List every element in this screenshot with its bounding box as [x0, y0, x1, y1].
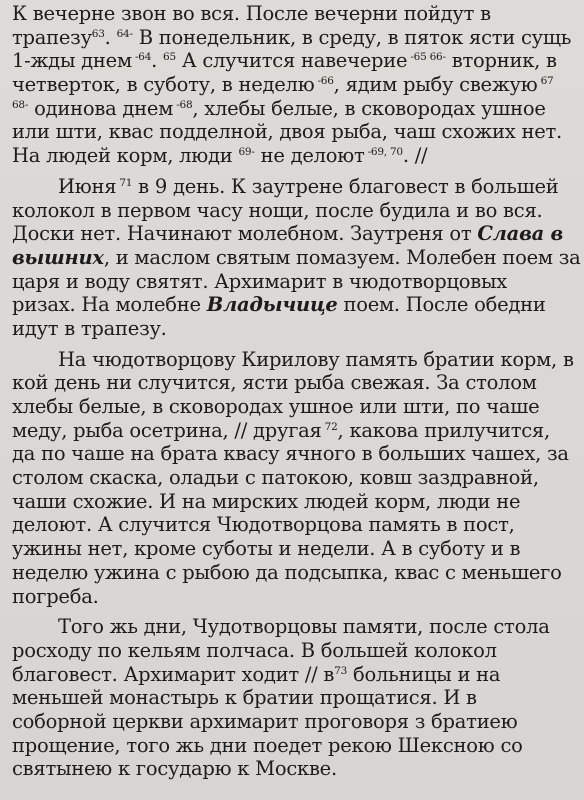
text-run: хлебы белые, в сковородах ушное или шти, по чаше [12, 395, 540, 418]
text-run: столом скаска, оладьи с патокою, ковш заздравной, [12, 466, 539, 490]
text-run: соборной церкви архимарит проговоря з братиею [12, 709, 518, 733]
text-run: меньшей монастырь к братии прощатися. И в [12, 686, 477, 710]
text-line [12, 175, 580, 199]
text-run: вторник, в [445, 49, 557, 73]
text-line [12, 73, 580, 97]
emphasis-text: Слава в [477, 222, 564, 246]
text-run: ризах. На молебне [12, 293, 207, 317]
footnote-marker: -64 [131, 51, 152, 64]
text-line [12, 734, 580, 758]
document-text [12, 2, 580, 781]
text-line [12, 686, 580, 710]
paragraph-2 [12, 175, 580, 341]
paragraph-gap [12, 168, 580, 175]
text-run: идут в трапезу. [12, 316, 167, 340]
text-run: На людей корм, люди [12, 144, 239, 168]
footnote-marker: 68- [12, 98, 29, 111]
footnote-marker: 73 [334, 664, 348, 677]
text-line [12, 199, 580, 223]
footnote-marker: 63 [91, 27, 105, 40]
text-line [12, 317, 580, 341]
text-run: . [151, 49, 164, 73]
text-line [12, 270, 580, 294]
text-line [12, 585, 580, 609]
text-run: больницы и на [347, 662, 501, 686]
text-line [12, 757, 580, 781]
footnote-marker: 65 [163, 51, 176, 64]
text-run: В понедельник, в среду, в пяток ясти сущь [132, 25, 572, 49]
paragraph-1 [12, 2, 580, 168]
text-run: росходу по кельям полчаса. В большей колокол [12, 638, 497, 662]
emphasis-text: вышних [12, 245, 104, 269]
text-run: святынею к государю к Москве. [12, 757, 337, 781]
text-line [12, 710, 580, 734]
text-line [12, 663, 580, 687]
text-run: ужины нет, кроме суботы и недели. А в суботу и в [12, 537, 521, 561]
text-line [12, 246, 580, 270]
text-line [12, 537, 580, 561]
text-line [12, 371, 580, 395]
text-line [12, 49, 580, 73]
footnote-marker: -66 [314, 75, 334, 88]
text-line [12, 466, 580, 490]
text-run: Того жь дни, Чудотворцовы памяти, после стола [58, 615, 550, 639]
paragraph-4 [12, 615, 580, 781]
text-run: 1-жды днем [12, 49, 132, 73]
text-line [12, 120, 580, 144]
text-run: На чюдотворцову Кирилову память братии корм, в [58, 347, 574, 371]
text-run: Доски нет. Начинают молебном. Заутреня от [12, 222, 478, 246]
text-run: кой день ни случится, ясти рыба свежая. За столом [12, 371, 537, 395]
footnote-marker: -68 [173, 98, 193, 111]
footnote-marker: -65 66- [407, 51, 446, 64]
paragraph-3 [12, 348, 580, 609]
text-run: или шти, квас подделной, двоя рыба, чаш схожих нет. [12, 120, 563, 144]
footnote-marker: 72 [321, 420, 338, 433]
text-run: одинова днем [28, 96, 174, 120]
text-run: , какова прилучится, [337, 418, 550, 442]
text-run: прощение, того жь дни поедет рекою Шекснoю со [12, 733, 523, 757]
text-run: в 9 день. К заутрене благовест в большей [132, 174, 559, 198]
text-run: . // [402, 144, 428, 168]
text-line [12, 348, 580, 372]
text-run: царя и воду святят. Архимарит в чюдотворцовых [12, 269, 508, 293]
text-line [12, 293, 580, 317]
text-run: меду, рыба осетрина, // другая [12, 418, 322, 442]
text-line [12, 2, 580, 26]
text-run: . [104, 25, 117, 49]
text-line [12, 561, 580, 585]
text-run: поем. После обедни [337, 293, 546, 317]
text-run: , хлебы белые, в сковородах ушное [192, 96, 546, 120]
text-line [12, 26, 580, 50]
text-line [12, 395, 580, 419]
text-run: А случится навечерие [175, 49, 408, 73]
text-run: чаши схожие. И на мирских людей корм, люди не [12, 489, 521, 513]
text-run: К вечерне звон во вся. После вечерни пойдут в [12, 2, 491, 25]
text-run: четверток, в суботу, в неделю [12, 73, 315, 97]
text-run: , и маслом святым помазуем. Молебен поем за [103, 245, 581, 269]
text-line [12, 222, 580, 246]
text-run: делоют. А случится Чюдотворцова память в пост, [12, 513, 515, 537]
footnote-marker: 64- [116, 27, 133, 40]
paragraph-gap [12, 608, 580, 615]
text-line [12, 513, 580, 537]
text-run: не делоют [254, 144, 365, 168]
emphasis-text: Владычице [206, 293, 338, 317]
text-run: Июня [58, 174, 117, 198]
text-run: трапезу [12, 25, 92, 49]
text-run: колокол в первом часу нощи, после будила и во вся. [12, 198, 543, 222]
footnote-marker: 67 [537, 75, 554, 88]
text-line [12, 442, 580, 466]
text-line [12, 639, 580, 663]
footnote-marker: -69, 70 [364, 146, 403, 159]
text-run: благовест. Архимарит ходит // в [12, 662, 335, 686]
text-line [12, 144, 580, 168]
text-run: погреба. [12, 584, 99, 608]
text-run: , ядим рыбу свежую [333, 73, 538, 97]
text-line [12, 615, 580, 639]
text-line [12, 490, 580, 514]
text-line [12, 97, 580, 121]
text-line [12, 419, 580, 443]
footnote-marker: 69- [238, 146, 255, 159]
text-run: да по чаше на брата квасу ячного в больших чашех, за [12, 442, 569, 466]
footnote-marker: 71 [116, 176, 133, 189]
text-run: неделю ужина с рыбою да подсыпка, квас с меньшего [12, 560, 562, 584]
paragraph-gap [12, 341, 580, 348]
